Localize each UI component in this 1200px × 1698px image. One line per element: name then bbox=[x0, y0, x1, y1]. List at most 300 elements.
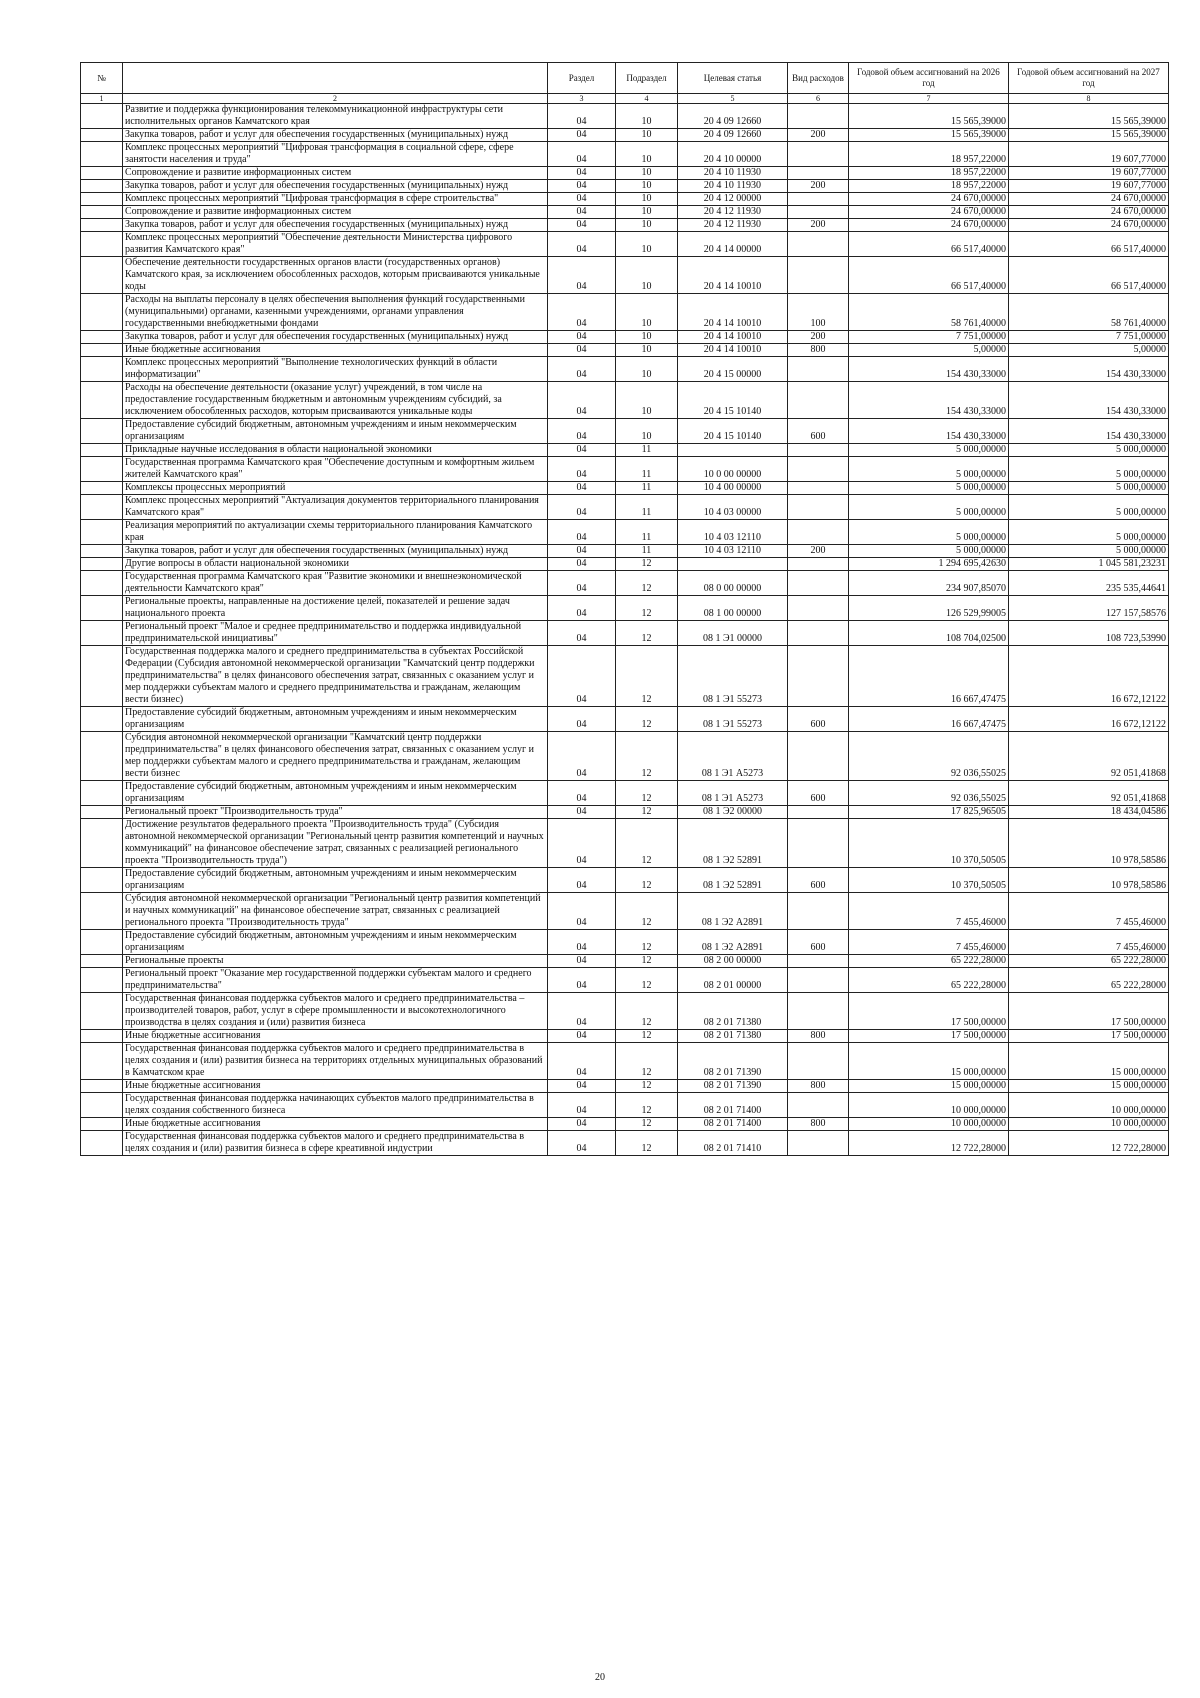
cell-section: 04 bbox=[548, 707, 616, 732]
cell-number bbox=[81, 1131, 123, 1156]
cell-volume-2026: 234 907,85070 bbox=[849, 571, 1009, 596]
cell-target-item: 08 1 Э2 52891 bbox=[678, 868, 788, 893]
header-target-item: Целевая статья bbox=[678, 63, 788, 94]
cell-expense-type: 800 bbox=[788, 1080, 849, 1093]
cell-volume-2026: 17 500,00000 bbox=[849, 993, 1009, 1030]
cell-section: 04 bbox=[548, 930, 616, 955]
cell-expense-type bbox=[788, 1043, 849, 1080]
cell-volume-2027: 1 045 581,23231 bbox=[1009, 558, 1169, 571]
cell-expense-type: 800 bbox=[788, 1118, 849, 1131]
cell-volume-2026: 10 000,00000 bbox=[849, 1093, 1009, 1118]
cell-target-item: 10 0 00 00000 bbox=[678, 457, 788, 482]
cell-expense-type bbox=[788, 206, 849, 219]
cell-subsection: 10 bbox=[616, 180, 678, 193]
table-row bbox=[81, 571, 1169, 596]
cell-section: 04 bbox=[548, 193, 616, 206]
cell-expense-type bbox=[788, 495, 849, 520]
table-row bbox=[81, 257, 1169, 294]
header-row bbox=[81, 63, 1169, 94]
cell-subsection: 10 bbox=[616, 142, 678, 167]
cell-name: Реализация мероприятий по актуализации схемы территориального планирования Камчатского края bbox=[123, 520, 548, 545]
cell-target-item: 08 2 01 00000 bbox=[678, 968, 788, 993]
cell-volume-2027: 5 000,00000 bbox=[1009, 495, 1169, 520]
cell-target-item: 08 1 Э1 55273 bbox=[678, 646, 788, 707]
cell-expense-type bbox=[788, 193, 849, 206]
cell-subsection: 10 bbox=[616, 219, 678, 232]
cell-number bbox=[81, 893, 123, 930]
cell-expense-type bbox=[788, 646, 849, 707]
cell-number bbox=[81, 206, 123, 219]
cell-section: 04 bbox=[548, 520, 616, 545]
cell-volume-2027: 10 000,00000 bbox=[1009, 1093, 1169, 1118]
cell-number bbox=[81, 520, 123, 545]
cell-name: Развитие и поддержка функционирования телекоммуникационной инфраструктуры сети исполнительных органов Камчатского края bbox=[123, 104, 548, 129]
cell-name: Предоставление субсидий бюджетным, автономным учреждениям и иным некоммерческим организациям bbox=[123, 707, 548, 732]
cell-volume-2026: 154 430,33000 bbox=[849, 419, 1009, 444]
cell-volume-2027: 5 000,00000 bbox=[1009, 545, 1169, 558]
cell-section: 04 bbox=[548, 206, 616, 219]
cell-section: 04 bbox=[548, 357, 616, 382]
cell-subsection: 12 bbox=[616, 707, 678, 732]
cell-name: Предоставление субсидий бюджетным, автономным учреждениям и иным некоммерческим организациям bbox=[123, 419, 548, 444]
cell-number bbox=[81, 968, 123, 993]
cell-target-item: 20 4 12 00000 bbox=[678, 193, 788, 206]
cell-subsection: 11 bbox=[616, 444, 678, 457]
cell-volume-2026: 5 000,00000 bbox=[849, 545, 1009, 558]
table-row bbox=[81, 868, 1169, 893]
cell-volume-2026: 5 000,00000 bbox=[849, 444, 1009, 457]
cell-section: 04 bbox=[548, 868, 616, 893]
header-subsection: Подраздел bbox=[616, 63, 678, 94]
cell-volume-2027: 5 000,00000 bbox=[1009, 520, 1169, 545]
column-index: 5 bbox=[678, 94, 788, 104]
table-row bbox=[81, 232, 1169, 257]
cell-section: 04 bbox=[548, 893, 616, 930]
cell-volume-2026: 5 000,00000 bbox=[849, 520, 1009, 545]
cell-subsection: 10 bbox=[616, 419, 678, 444]
cell-volume-2027: 5 000,00000 bbox=[1009, 482, 1169, 495]
table-row bbox=[81, 457, 1169, 482]
cell-volume-2026: 92 036,55025 bbox=[849, 732, 1009, 781]
table-row bbox=[81, 382, 1169, 419]
cell-target-item: 20 4 14 00000 bbox=[678, 232, 788, 257]
cell-target-item: 08 2 01 71390 bbox=[678, 1043, 788, 1080]
cell-volume-2026: 92 036,55025 bbox=[849, 781, 1009, 806]
cell-number bbox=[81, 1043, 123, 1080]
column-index: 2 bbox=[123, 94, 548, 104]
cell-section: 04 bbox=[548, 558, 616, 571]
table-row bbox=[81, 495, 1169, 520]
cell-target-item: 10 4 03 12110 bbox=[678, 520, 788, 545]
header-volume-2026: Годовой объем ассигнований на 2026 год bbox=[849, 63, 1009, 94]
cell-expense-type: 100 bbox=[788, 294, 849, 331]
cell-number bbox=[81, 104, 123, 129]
cell-target-item: 10 4 03 00000 bbox=[678, 495, 788, 520]
column-index: 7 bbox=[849, 94, 1009, 104]
cell-target-item: 20 4 14 10010 bbox=[678, 294, 788, 331]
cell-target-item: 08 2 01 71390 bbox=[678, 1080, 788, 1093]
cell-target-item: 20 4 09 12660 bbox=[678, 129, 788, 142]
cell-volume-2026: 18 957,22000 bbox=[849, 167, 1009, 180]
cell-section: 04 bbox=[548, 180, 616, 193]
cell-number bbox=[81, 1030, 123, 1043]
cell-expense-type: 600 bbox=[788, 781, 849, 806]
cell-volume-2026: 108 704,02500 bbox=[849, 621, 1009, 646]
table-row bbox=[81, 129, 1169, 142]
cell-section: 04 bbox=[548, 1131, 616, 1156]
cell-name: Предоставление субсидий бюджетным, автономным учреждениям и иным некоммерческим организациям bbox=[123, 781, 548, 806]
cell-number bbox=[81, 596, 123, 621]
cell-volume-2027: 19 607,77000 bbox=[1009, 180, 1169, 193]
cell-subsection: 12 bbox=[616, 1030, 678, 1043]
cell-number bbox=[81, 571, 123, 596]
cell-target-item: 08 1 Э1 А5273 bbox=[678, 781, 788, 806]
cell-target-item: 20 4 15 10140 bbox=[678, 419, 788, 444]
table-row bbox=[81, 444, 1169, 457]
cell-volume-2027: 24 670,00000 bbox=[1009, 206, 1169, 219]
cell-number bbox=[81, 382, 123, 419]
cell-number bbox=[81, 732, 123, 781]
cell-subsection: 12 bbox=[616, 819, 678, 868]
cell-volume-2026: 24 670,00000 bbox=[849, 193, 1009, 206]
cell-name: Сопровождение и развитие информационных систем bbox=[123, 167, 548, 180]
cell-volume-2027: 16 672,12122 bbox=[1009, 707, 1169, 732]
table-row bbox=[81, 1118, 1169, 1131]
cell-number bbox=[81, 993, 123, 1030]
table-row bbox=[81, 167, 1169, 180]
cell-section: 04 bbox=[548, 167, 616, 180]
cell-volume-2027: 24 670,00000 bbox=[1009, 219, 1169, 232]
cell-volume-2027: 15 000,00000 bbox=[1009, 1080, 1169, 1093]
table-row bbox=[81, 806, 1169, 819]
table-row bbox=[81, 482, 1169, 495]
cell-subsection: 12 bbox=[616, 993, 678, 1030]
cell-section: 04 bbox=[548, 331, 616, 344]
cell-name: Государственная финансовая поддержка субъектов малого и среднего предпринимательства в целях создания и (или) развития бизнеса в сфере креативной индустрии bbox=[123, 1131, 548, 1156]
cell-volume-2027: 12 722,28000 bbox=[1009, 1131, 1169, 1156]
cell-number bbox=[81, 257, 123, 294]
table-row bbox=[81, 955, 1169, 968]
cell-volume-2026: 154 430,33000 bbox=[849, 357, 1009, 382]
cell-volume-2026: 65 222,28000 bbox=[849, 955, 1009, 968]
cell-name: Закупка товаров, работ и услуг для обеспечения государственных (муниципальных) нужд bbox=[123, 331, 548, 344]
cell-volume-2026: 10 370,50505 bbox=[849, 868, 1009, 893]
cell-number bbox=[81, 344, 123, 357]
cell-expense-type: 600 bbox=[788, 868, 849, 893]
cell-section: 04 bbox=[548, 955, 616, 968]
table-row bbox=[81, 180, 1169, 193]
column-index: 1 bbox=[81, 94, 123, 104]
cell-section: 04 bbox=[548, 968, 616, 993]
cell-name: Иные бюджетные ассигнования bbox=[123, 1118, 548, 1131]
cell-volume-2026: 10 000,00000 bbox=[849, 1118, 1009, 1131]
cell-target-item: 10 4 00 00000 bbox=[678, 482, 788, 495]
table-row bbox=[81, 596, 1169, 621]
cell-target-item: 20 4 12 11930 bbox=[678, 206, 788, 219]
cell-subsection: 10 bbox=[616, 382, 678, 419]
cell-expense-type bbox=[788, 596, 849, 621]
cell-number bbox=[81, 806, 123, 819]
cell-section: 04 bbox=[548, 819, 616, 868]
cell-volume-2026: 10 370,50505 bbox=[849, 819, 1009, 868]
cell-number bbox=[81, 819, 123, 868]
cell-number bbox=[81, 558, 123, 571]
cell-number bbox=[81, 482, 123, 495]
cell-number bbox=[81, 621, 123, 646]
cell-subsection: 12 bbox=[616, 806, 678, 819]
cell-section: 04 bbox=[548, 382, 616, 419]
cell-target-item: 20 4 10 11930 bbox=[678, 180, 788, 193]
table-row bbox=[81, 520, 1169, 545]
cell-expense-type bbox=[788, 142, 849, 167]
cell-subsection: 10 bbox=[616, 294, 678, 331]
cell-name: Государственная финансовая поддержка субъектов малого и среднего предпринимательства – производителей товаров, работ, услуг в сфере промышленности и высокотехнологичного производства в целях создания и (или) развития бизнеса bbox=[123, 993, 548, 1030]
cell-name: Достижение результатов федерального проекта "Производительность труда" (Субсидия автономной некоммерческой организации "Региональный центр развития компетенций и научных коммуникаций" на финансовое обеспечение затрат, связанных с реализацией регионального проекта "Производительность труда") bbox=[123, 819, 548, 868]
cell-name: Государственная программа Камчатского края "Развитие экономики и внешнеэкономической деятельности Камчатского края" bbox=[123, 571, 548, 596]
cell-section: 04 bbox=[548, 596, 616, 621]
cell-volume-2026: 1 294 695,42630 bbox=[849, 558, 1009, 571]
cell-subsection: 10 bbox=[616, 193, 678, 206]
cell-name: Расходы на выплаты персоналу в целях обеспечения выполнения функций государственными (муниципальными) органами, казенными учреждениями, органами управления государственными внебюджетными фондами bbox=[123, 294, 548, 331]
cell-section: 04 bbox=[548, 495, 616, 520]
cell-name: Иные бюджетные ассигнования bbox=[123, 344, 548, 357]
cell-name: Закупка товаров, работ и услуг для обеспечения государственных (муниципальных) нужд bbox=[123, 180, 548, 193]
cell-name: Другие вопросы в области национальной экономики bbox=[123, 558, 548, 571]
cell-section: 04 bbox=[548, 219, 616, 232]
cell-volume-2027: 15 565,39000 bbox=[1009, 104, 1169, 129]
cell-section: 04 bbox=[548, 993, 616, 1030]
table-row bbox=[81, 781, 1169, 806]
cell-expense-type bbox=[788, 482, 849, 495]
cell-name: Комплексы процессных мероприятий bbox=[123, 482, 548, 495]
cell-expense-type bbox=[788, 1131, 849, 1156]
cell-number bbox=[81, 129, 123, 142]
cell-number bbox=[81, 219, 123, 232]
cell-subsection: 10 bbox=[616, 257, 678, 294]
cell-expense-type bbox=[788, 457, 849, 482]
cell-volume-2027: 10 978,58586 bbox=[1009, 819, 1169, 868]
cell-expense-type bbox=[788, 621, 849, 646]
cell-expense-type: 200 bbox=[788, 545, 849, 558]
table-row bbox=[81, 142, 1169, 167]
cell-volume-2027: 92 051,41868 bbox=[1009, 781, 1169, 806]
table-row bbox=[81, 621, 1169, 646]
cell-volume-2027: 66 517,40000 bbox=[1009, 257, 1169, 294]
cell-number bbox=[81, 1093, 123, 1118]
cell-target-item: 20 4 14 10010 bbox=[678, 331, 788, 344]
cell-section: 04 bbox=[548, 419, 616, 444]
cell-volume-2026: 24 670,00000 bbox=[849, 219, 1009, 232]
cell-name: Комплекс процессных мероприятий "Цифровая трансформация в сфере строительства" bbox=[123, 193, 548, 206]
cell-section: 04 bbox=[548, 129, 616, 142]
table-row bbox=[81, 419, 1169, 444]
cell-number bbox=[81, 232, 123, 257]
cell-target-item: 08 2 01 71400 bbox=[678, 1093, 788, 1118]
cell-name: Иные бюджетные ассигнования bbox=[123, 1080, 548, 1093]
cell-subsection: 12 bbox=[616, 571, 678, 596]
cell-volume-2026: 15 000,00000 bbox=[849, 1080, 1009, 1093]
cell-volume-2026: 7 455,46000 bbox=[849, 930, 1009, 955]
cell-volume-2027: 7 455,46000 bbox=[1009, 893, 1169, 930]
table-row bbox=[81, 1131, 1169, 1156]
cell-volume-2026: 5,00000 bbox=[849, 344, 1009, 357]
cell-volume-2027: 17 500,00000 bbox=[1009, 993, 1169, 1030]
table-row bbox=[81, 219, 1169, 232]
cell-volume-2026: 65 222,28000 bbox=[849, 968, 1009, 993]
cell-target-item: 08 2 01 71410 bbox=[678, 1131, 788, 1156]
cell-volume-2027: 5,00000 bbox=[1009, 344, 1169, 357]
cell-expense-type: 600 bbox=[788, 707, 849, 732]
table-row bbox=[81, 558, 1169, 571]
cell-number bbox=[81, 167, 123, 180]
cell-number bbox=[81, 545, 123, 558]
table-row bbox=[81, 206, 1169, 219]
cell-volume-2026: 66 517,40000 bbox=[849, 257, 1009, 294]
cell-subsection: 12 bbox=[616, 732, 678, 781]
header-volume-2027: Годовой объем ассигнований на 2027 год bbox=[1009, 63, 1169, 94]
cell-volume-2026: 5 000,00000 bbox=[849, 495, 1009, 520]
column-index: 3 bbox=[548, 94, 616, 104]
column-index: 8 bbox=[1009, 94, 1169, 104]
cell-expense-type bbox=[788, 571, 849, 596]
cell-volume-2026: 15 000,00000 bbox=[849, 1043, 1009, 1080]
table-row bbox=[81, 193, 1169, 206]
cell-name: Государственная программа Камчатского края "Обеспечение доступным и комфортным жильем жителей Камчатского края" bbox=[123, 457, 548, 482]
cell-section: 04 bbox=[548, 646, 616, 707]
cell-section: 04 bbox=[548, 1030, 616, 1043]
cell-target-item: 08 1 Э1 А5273 bbox=[678, 732, 788, 781]
cell-expense-type bbox=[788, 893, 849, 930]
cell-volume-2026: 16 667,47475 bbox=[849, 646, 1009, 707]
cell-target-item: 08 1 00 00000 bbox=[678, 596, 788, 621]
cell-name: Комплекс процессных мероприятий "Обеспечение деятельности Министерства цифрового развития Камчатского края" bbox=[123, 232, 548, 257]
cell-expense-type bbox=[788, 104, 849, 129]
table-row bbox=[81, 993, 1169, 1030]
cell-subsection: 10 bbox=[616, 129, 678, 142]
cell-target-item bbox=[678, 558, 788, 571]
cell-section: 04 bbox=[548, 732, 616, 781]
cell-section: 04 bbox=[548, 621, 616, 646]
budget-table-container bbox=[80, 62, 1168, 1156]
table-body bbox=[81, 104, 1169, 1156]
table-row bbox=[81, 646, 1169, 707]
cell-expense-type bbox=[788, 993, 849, 1030]
cell-section: 04 bbox=[548, 294, 616, 331]
cell-expense-type bbox=[788, 520, 849, 545]
cell-expense-type: 200 bbox=[788, 219, 849, 232]
cell-name: Предоставление субсидий бюджетным, автономным учреждениям и иным некоммерческим организациям bbox=[123, 930, 548, 955]
cell-section: 04 bbox=[548, 142, 616, 167]
cell-name: Прикладные научные исследования в области национальной экономики bbox=[123, 444, 548, 457]
cell-volume-2027: 154 430,33000 bbox=[1009, 357, 1169, 382]
cell-subsection: 10 bbox=[616, 167, 678, 180]
cell-expense-type bbox=[788, 558, 849, 571]
cell-target-item: 08 1 Э2 А2891 bbox=[678, 893, 788, 930]
cell-subsection: 12 bbox=[616, 1131, 678, 1156]
cell-name: Государственная финансовая поддержка субъектов малого и среднего предпринимательства в целях создания и (или) развития бизнеса на территориях отдельных муниципальных образований в Камчатском крае bbox=[123, 1043, 548, 1080]
cell-number bbox=[81, 419, 123, 444]
cell-expense-type: 600 bbox=[788, 419, 849, 444]
cell-target-item: 20 4 12 11930 bbox=[678, 219, 788, 232]
cell-target-item: 08 1 Э1 00000 bbox=[678, 621, 788, 646]
cell-subsection: 10 bbox=[616, 344, 678, 357]
cell-target-item: 08 2 01 71380 bbox=[678, 1030, 788, 1043]
table-row bbox=[81, 104, 1169, 129]
cell-section: 04 bbox=[548, 1080, 616, 1093]
cell-section: 04 bbox=[548, 482, 616, 495]
cell-target-item: 20 4 14 10010 bbox=[678, 257, 788, 294]
cell-name: Субсидия автономной некоммерческой организации "Региональный центр развития компетенций и научных коммуникаций" на финансовое обеспечение затрат, связанных с реализацией регионального проекта "Производительность труда" bbox=[123, 893, 548, 930]
cell-name: Сопровождение и развитие информационных систем bbox=[123, 206, 548, 219]
cell-volume-2026: 12 722,28000 bbox=[849, 1131, 1009, 1156]
cell-volume-2027: 92 051,41868 bbox=[1009, 732, 1169, 781]
cell-section: 04 bbox=[548, 344, 616, 357]
cell-expense-type: 800 bbox=[788, 1030, 849, 1043]
cell-subsection: 11 bbox=[616, 545, 678, 558]
cell-volume-2027: 66 517,40000 bbox=[1009, 232, 1169, 257]
cell-name: Комплекс процессных мероприятий "Цифровая трансформация в социальной сфере, сфере занятости населения и труда" bbox=[123, 142, 548, 167]
page-number: 20 bbox=[595, 1672, 605, 1683]
header-number: № bbox=[81, 63, 123, 94]
cell-subsection: 12 bbox=[616, 1080, 678, 1093]
cell-expense-type bbox=[788, 1093, 849, 1118]
cell-volume-2027: 58 761,40000 bbox=[1009, 294, 1169, 331]
cell-subsection: 10 bbox=[616, 331, 678, 344]
cell-subsection: 12 bbox=[616, 930, 678, 955]
cell-number bbox=[81, 294, 123, 331]
column-index-row bbox=[81, 94, 1169, 104]
cell-expense-type: 200 bbox=[788, 129, 849, 142]
cell-volume-2027: 65 222,28000 bbox=[1009, 968, 1169, 993]
cell-name: Закупка товаров, работ и услуг для обеспечения государственных (муниципальных) нужд bbox=[123, 219, 548, 232]
cell-subsection: 12 bbox=[616, 868, 678, 893]
cell-name: Региональный проект "Малое и среднее предпринимательство и поддержка индивидуальной предпринимательской инициативы" bbox=[123, 621, 548, 646]
cell-volume-2027: 154 430,33000 bbox=[1009, 382, 1169, 419]
cell-volume-2027: 24 670,00000 bbox=[1009, 193, 1169, 206]
cell-section: 04 bbox=[548, 571, 616, 596]
cell-volume-2027: 65 222,28000 bbox=[1009, 955, 1169, 968]
cell-subsection: 11 bbox=[616, 520, 678, 545]
cell-name: Закупка товаров, работ и услуг для обеспечения государственных (муниципальных) нужд bbox=[123, 129, 548, 142]
cell-volume-2027: 19 607,77000 bbox=[1009, 142, 1169, 167]
cell-section: 04 bbox=[548, 104, 616, 129]
cell-number bbox=[81, 180, 123, 193]
cell-expense-type bbox=[788, 257, 849, 294]
cell-volume-2027: 15 565,39000 bbox=[1009, 129, 1169, 142]
cell-target-item: 08 1 Э2 52891 bbox=[678, 819, 788, 868]
cell-subsection: 12 bbox=[616, 621, 678, 646]
cell-volume-2027: 235 535,44641 bbox=[1009, 571, 1169, 596]
cell-number bbox=[81, 707, 123, 732]
cell-volume-2026: 7 751,00000 bbox=[849, 331, 1009, 344]
cell-name: Закупка товаров, работ и услуг для обеспечения государственных (муниципальных) нужд bbox=[123, 545, 548, 558]
cell-expense-type: 800 bbox=[788, 344, 849, 357]
cell-number bbox=[81, 930, 123, 955]
cell-number bbox=[81, 1118, 123, 1131]
cell-name: Комплекс процессных мероприятий "Актуализация документов территориального планирования Камчатского края" bbox=[123, 495, 548, 520]
cell-number bbox=[81, 193, 123, 206]
cell-target-item: 08 2 01 71380 bbox=[678, 993, 788, 1030]
cell-volume-2027: 5 000,00000 bbox=[1009, 457, 1169, 482]
cell-expense-type bbox=[788, 232, 849, 257]
cell-number bbox=[81, 357, 123, 382]
cell-number bbox=[81, 781, 123, 806]
cell-section: 04 bbox=[548, 1118, 616, 1131]
cell-section: 04 bbox=[548, 806, 616, 819]
cell-volume-2026: 58 761,40000 bbox=[849, 294, 1009, 331]
cell-expense-type bbox=[788, 819, 849, 868]
cell-volume-2027: 10 000,00000 bbox=[1009, 1118, 1169, 1131]
